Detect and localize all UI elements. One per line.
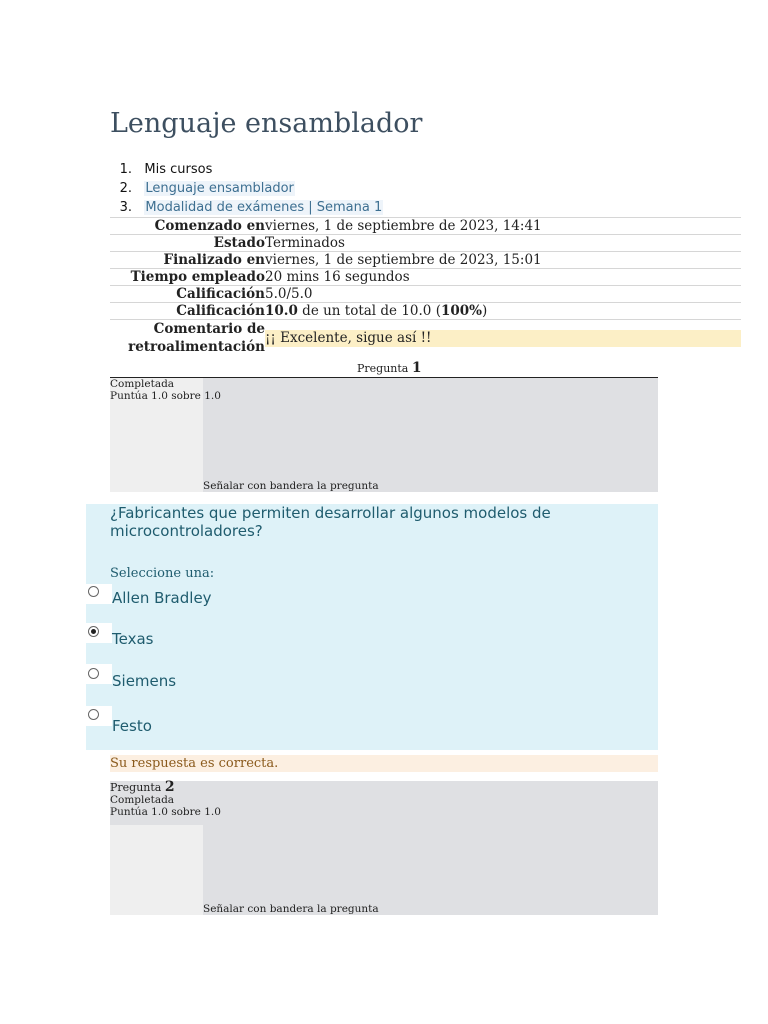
question-number: 2 (164, 779, 175, 795)
summary-label: Comenzado en (154, 218, 265, 234)
question-2-info (110, 781, 658, 915)
breadcrumb-link-exam-mode[interactable]: Modalidad de exámenes | Semana 1 (145, 200, 383, 215)
option-label[interactable]: Texas (112, 630, 154, 648)
question-status: Completada (110, 794, 175, 806)
attempt-summary-table (110, 217, 741, 356)
summary-value: viernes, 1 de septiembre de 2023, 14:41 (265, 218, 542, 234)
summary-value (265, 320, 741, 357)
summary-row-time (110, 269, 741, 286)
info-side-panel (110, 825, 203, 915)
summary-label: Calificación (176, 303, 265, 319)
question-2-number (110, 781, 658, 794)
flag-question-link[interactable]: Señalar con bandera la pregunta (203, 480, 379, 492)
flag-question-link[interactable]: Señalar con bandera la pregunta (203, 903, 379, 915)
page-title: Lenguaje ensamblador (110, 108, 423, 139)
summary-label: Comentario de retroalimentación (128, 321, 265, 355)
grade-end: ) (481, 303, 488, 319)
answer-feedback: Su respuesta es correcta. (110, 755, 658, 772)
question-1-content (86, 504, 658, 750)
summary-row-feedback (110, 320, 741, 357)
grade-percent: 100% (440, 303, 482, 319)
breadcrumb-link-my-courses[interactable]: Mis cursos (144, 162, 213, 177)
breadcrumb-link-course[interactable]: Lenguaje ensamblador (145, 181, 294, 196)
summary-row-grade-points (110, 286, 741, 303)
breadcrumb-number: 3. (119, 200, 132, 215)
breadcrumb-item[interactable] (110, 160, 383, 179)
radio-festo[interactable] (88, 709, 99, 720)
summary-row-started (110, 218, 741, 235)
summary-value: Terminados (265, 235, 345, 251)
question-number: 1 (411, 360, 422, 376)
summary-row-state (110, 235, 741, 252)
option-label[interactable]: Festo (112, 717, 152, 735)
select-prompt: Seleccione una: (110, 566, 215, 581)
summary-label: Estado (213, 235, 265, 251)
feedback-text: ¡¡ Excelente, sigue así !! (265, 330, 741, 347)
summary-row-grade-total (110, 303, 741, 320)
question-1-number (357, 360, 422, 376)
breadcrumb-number: 2. (119, 181, 132, 196)
grade-bold: 10.0 (265, 303, 298, 319)
radio-allen-bradley[interactable] (88, 586, 99, 597)
summary-label: Tiempo empleado (130, 269, 265, 285)
question-text: ¿Fabricantes que permiten desarrollar algunos modelos de microcontroladores? (110, 504, 551, 540)
grade-mid: de un total de 10.0 ( (297, 303, 441, 319)
breadcrumb-item[interactable] (110, 179, 383, 198)
summary-value: viernes, 1 de septiembre de 2023, 15:01 (265, 252, 542, 268)
question-score: Puntúa 1.0 sobre 1.0 (110, 806, 221, 818)
summary-row-finished (110, 252, 741, 269)
question-status: Completada (110, 378, 175, 390)
radio-siemens[interactable] (88, 668, 99, 679)
summary-label: Finalizado en (163, 252, 265, 268)
radio-texas[interactable] (88, 626, 99, 637)
summary-label: Calificación (176, 286, 265, 302)
question-1-info (110, 378, 658, 492)
question-label: Pregunta (110, 781, 162, 794)
summary-value (265, 303, 741, 320)
breadcrumb-number: 1. (119, 162, 132, 177)
breadcrumb-item[interactable] (110, 198, 383, 217)
breadcrumb (110, 160, 383, 217)
option-label[interactable]: Allen Bradley (112, 589, 212, 607)
summary-value: 5.0/5.0 (265, 286, 313, 302)
question-score: Puntúa 1.0 sobre 1.0 (110, 390, 221, 402)
option-label[interactable]: Siemens (112, 672, 177, 690)
summary-value: 20 mins 16 segundos (265, 269, 410, 285)
question-label: Pregunta (357, 362, 409, 375)
